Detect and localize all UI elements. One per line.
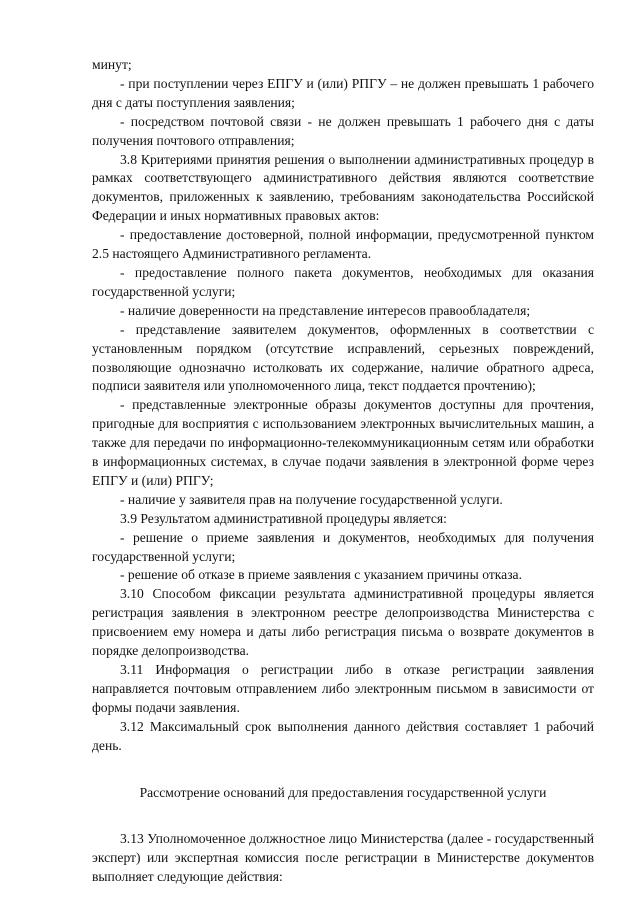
paragraph: 3.9 Результатом административной процедуры является: [120, 510, 447, 526]
paragraph: - наличие у заявителя прав на получение государственной услуги. [120, 491, 503, 507]
paragraph: 3.12 Максимальный срок выполнения данного действия составляет 1 рабочий день. [92, 718, 594, 753]
paragraph: - предоставление полного пакета документов, необходимых для оказания государственной услуги; [92, 264, 594, 299]
paragraph: 3.11 Информация о регистрации либо в отказе регистрации заявления направляется почтовым отправлением либо электронным письмом в зависимости от формы подачи заявления. [92, 662, 594, 715]
paragraph: - при поступлении через ЕПГУ и (или) РПГУ – не должен превышать 1 рабочего дня с даты поступления заявления; [92, 75, 594, 110]
document-body-continued [92, 830, 594, 887]
paragraph: - представленные электронные образы документов доступны для прочтения, пригодные для восприятия с использованием электронных вычислительных машин, а также для передачи по информационно-телекоммуникационным сетям или обработки в информационных системах, в случае подачи заявления в электронной форме через ЕПГУ и (или) РПГУ; [92, 397, 594, 488]
paragraph: - предоставление достоверной, полной информации, предусмотренной пунктом 2.5 настоящего Административного регламента. [92, 227, 594, 262]
document-body [92, 56, 594, 756]
paragraph: 3.8 Критериями принятия решения о выполнении административных процедур в рамках соответствующего административного действия являются соответствие документов, приложенных к заявлению, требованиям законодательства Российской Федерации и иных нормативных правовых актов: [92, 151, 594, 224]
document-page [92, 56, 594, 887]
paragraph: - представление заявителем документов, оформленных в соответствии с установленным порядком (отсутствие исправлений, серьезных повреждений, позволяющие однозначно истолковать их содержание, наличие обратного адреса, подписи заявителя или уполномоченного лица, текст поддается прочтению); [92, 321, 594, 394]
paragraph: 3.13 Уполномоченное должностное лицо Министерства (далее - государственный эксперт) или экспертная комиссия после регистрации в Министерстве документов выполняет следующие действия: [92, 831, 594, 885]
paragraph: - посредством почтовой связи - не должен превышать 1 рабочего дня с даты получения почтового отправления; [92, 113, 594, 148]
paragraph: 3.10 Способом фиксации результата административной процедуры является регистрация заявления в электронном реестре делопроизводства Министерства с присвоением ему номера и даты либо регистрация письма о возврате документов в порядке делопроизводства. [92, 586, 594, 659]
paragraph: минут; [92, 57, 132, 72]
paragraph: - наличие доверенности на представление интересов правообладателя; [120, 302, 531, 318]
paragraph: - решение о приеме заявления и документов, необходимых для получения государственной услуги; [92, 529, 594, 564]
section-heading: Рассмотрение оснований для предоставления государственной услуги [139, 784, 547, 800]
paragraph: - решение об отказе в приеме заявления с указанием причины отказа. [120, 567, 522, 583]
